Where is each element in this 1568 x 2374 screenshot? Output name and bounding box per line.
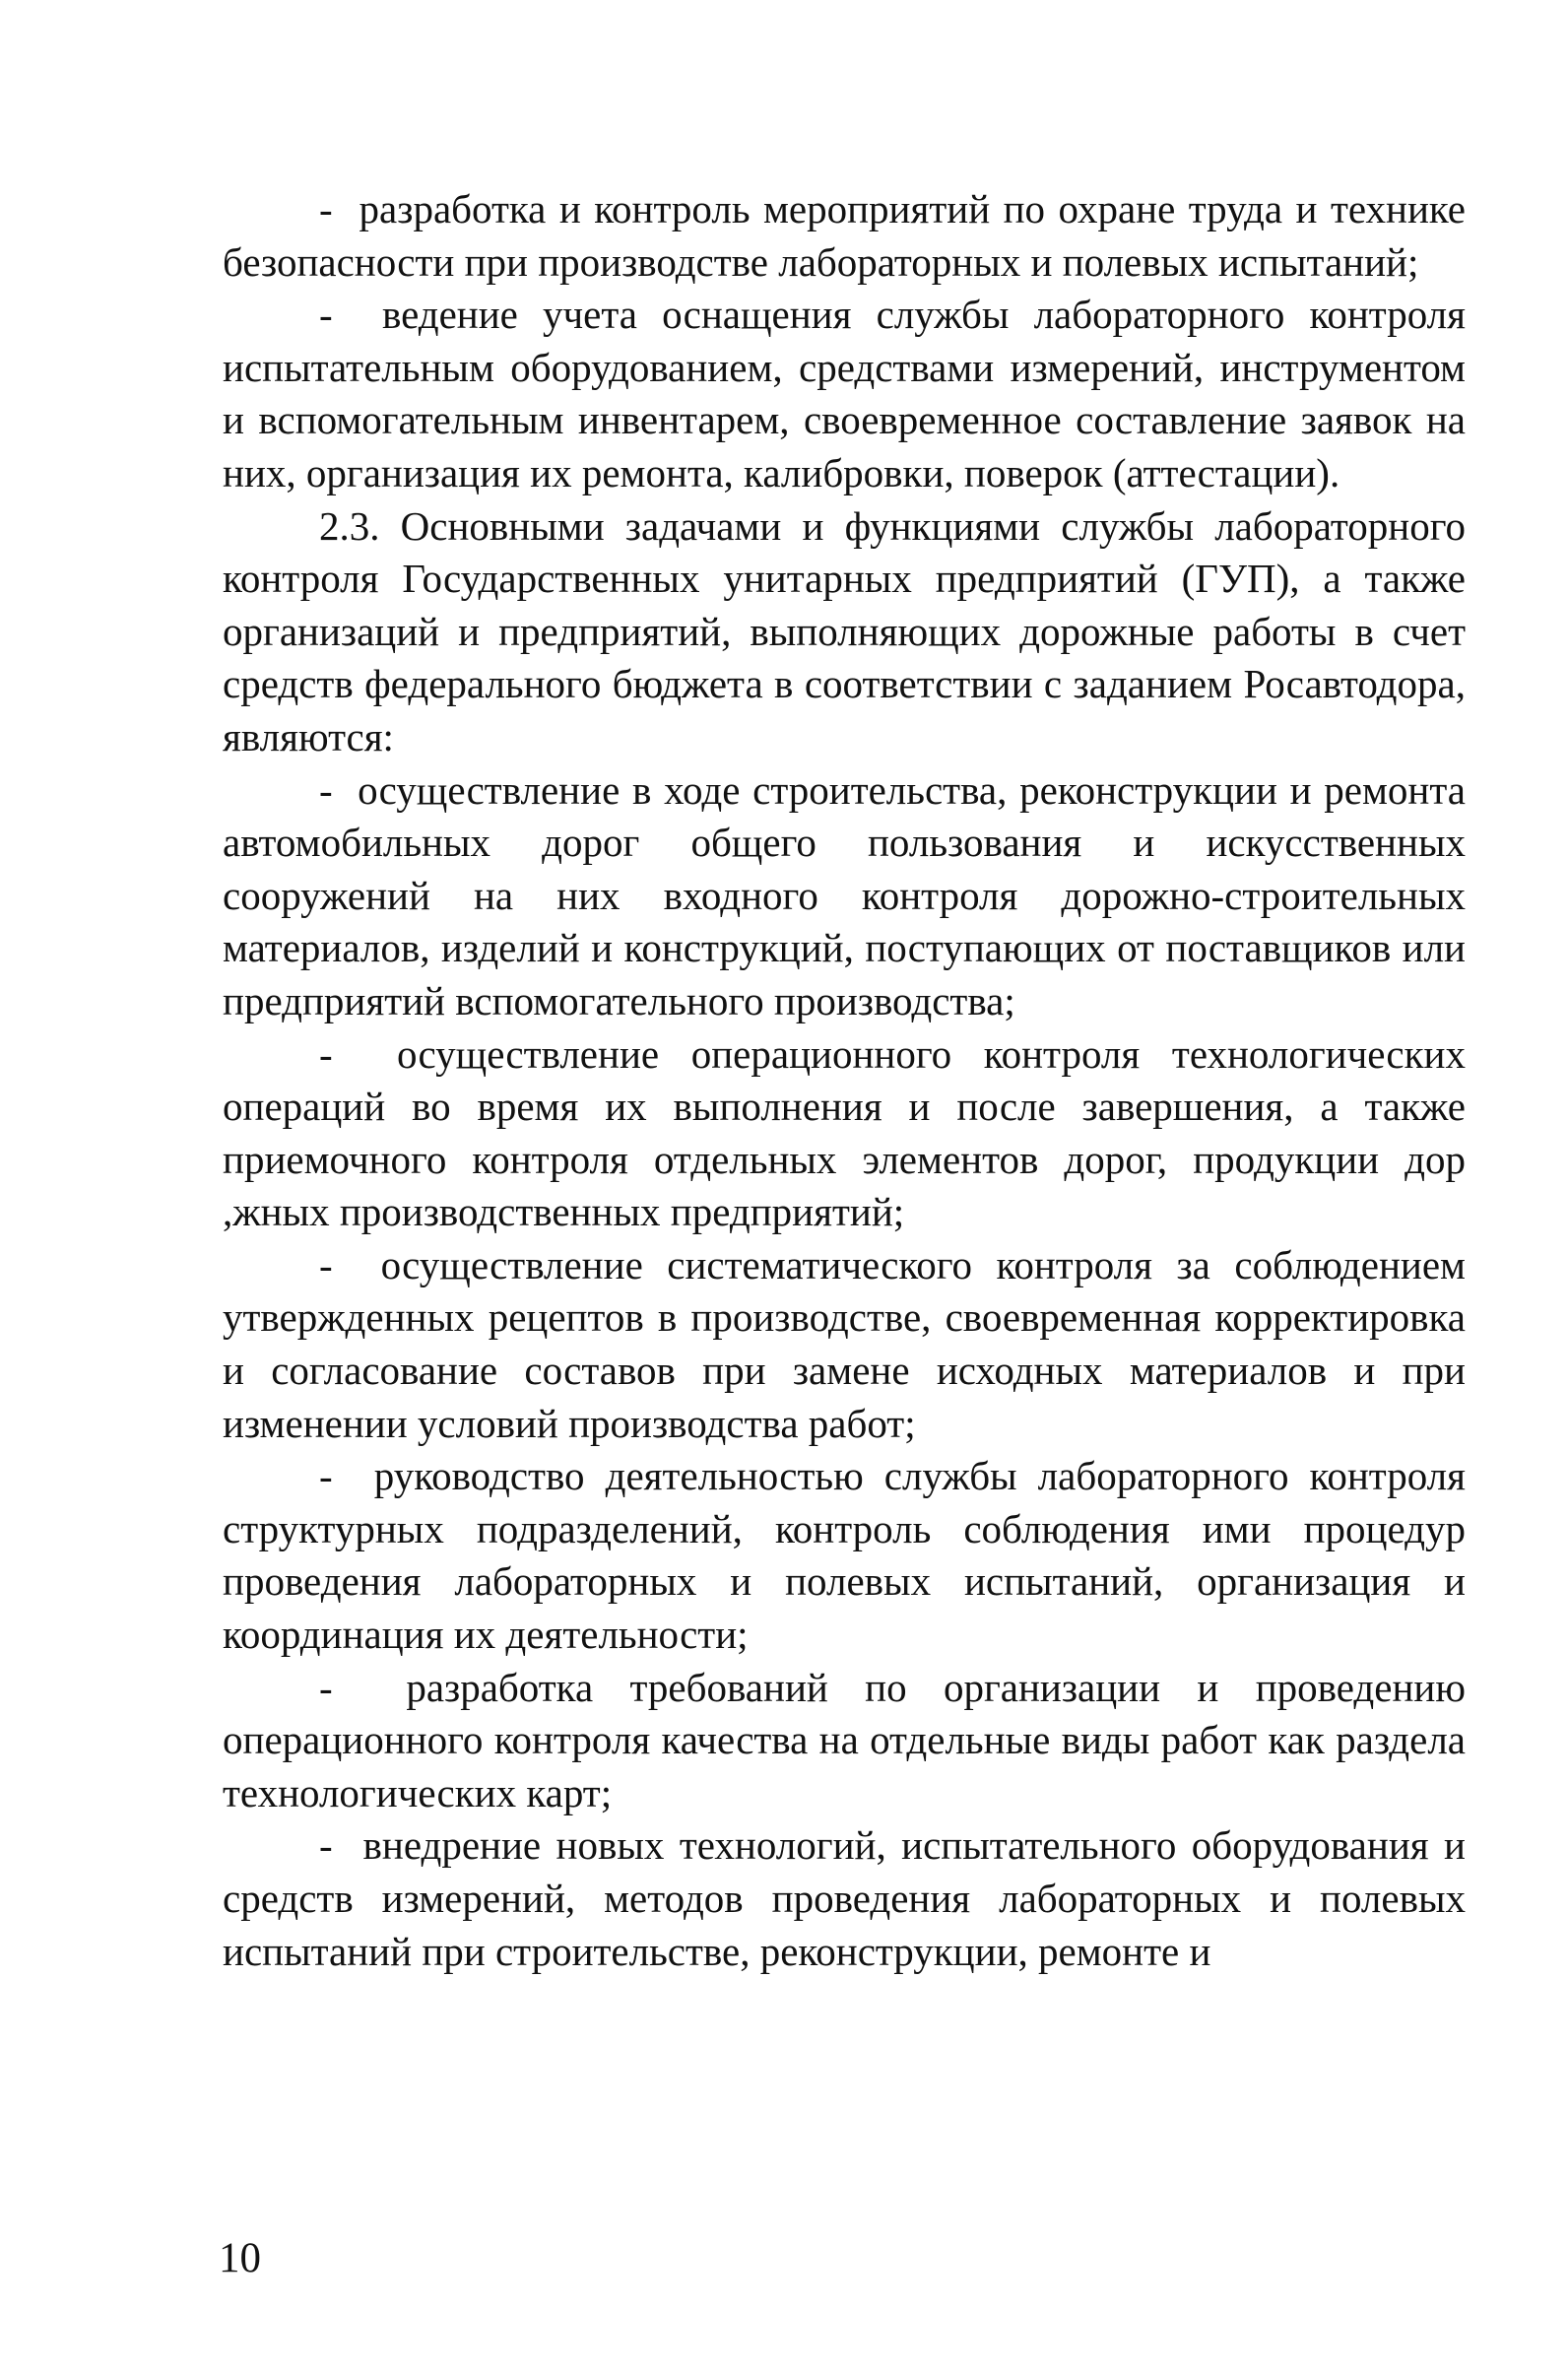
body-text [223, 183, 1466, 1978]
paragraph-bullet-management: - руководство деятельностью службы лабораторного контроля структурных подразделений, контроль соблюдения ими процедур проведения лабораторных и полевых испытаний, организация и координация их деятельности; [223, 1453, 1466, 1658]
paragraph-bullet-systematic-control: - осуществление систематического контроля за соблюдением утвержденных рецептов в производстве, своевременная корректировка и согласование составов при замене исходных материалов и при изменении условий производства работ; [223, 1241, 1466, 1446]
page-number: 10 [219, 2235, 261, 2281]
paragraph-bullet-operational-control: - осуществление операционного контроля технологических операций во время их выполнения и после завершения, а также приемочного контроля отдельных элементов дорог, продукции дор ,жных производственных предприятий; [223, 1030, 1466, 1235]
paragraph-bullet-input-control: - осуществление в ходе строительства, реконструкции и ремонта автомобильных дорог общего пользования и искусственных сооружений на них входного контроля дорожно-строительных материалов, изделий и конструкций, поступающих от поставщиков или предприятий вспомогательного производства; [223, 766, 1466, 1023]
paragraph-bullet-innovation: - внедрение новых технологий, испытательного оборудования и средств измерений, методов проведения лабораторных и полевых испытаний при строительстве, реконструкции, ремонте и [223, 1822, 1466, 1974]
paragraph-bullet-safety: - разработка и контроль мероприятий по охране труда и технике безопасности при производстве лабораторных и полевых испытаний; [223, 186, 1466, 285]
paragraph-section-2-3: 2.3. Основными задачами и функциями службы лабораторного контроля Государственных унитарных предприятий (ГУП), а также организаций и предприятий, выполняющих дорожные работы в счет средств федерального бюджета в соответствии с заданием Росавтодора, являются: [223, 502, 1466, 759]
paragraph-bullet-equipment: - ведение учета оснащения службы лабораторного контроля испытательным оборудованием, средствами измерений, инструментом и вспомогательным инвентарем, своевременное составление заявок на них, организация их ремонта, калибровки, поверок (аттестации). [223, 292, 1466, 495]
paragraph-bullet-requirements: - разработка требований по организации и проведению операционного контроля качества на отдельные виды работ как раздела технологических карт; [223, 1664, 1466, 1815]
